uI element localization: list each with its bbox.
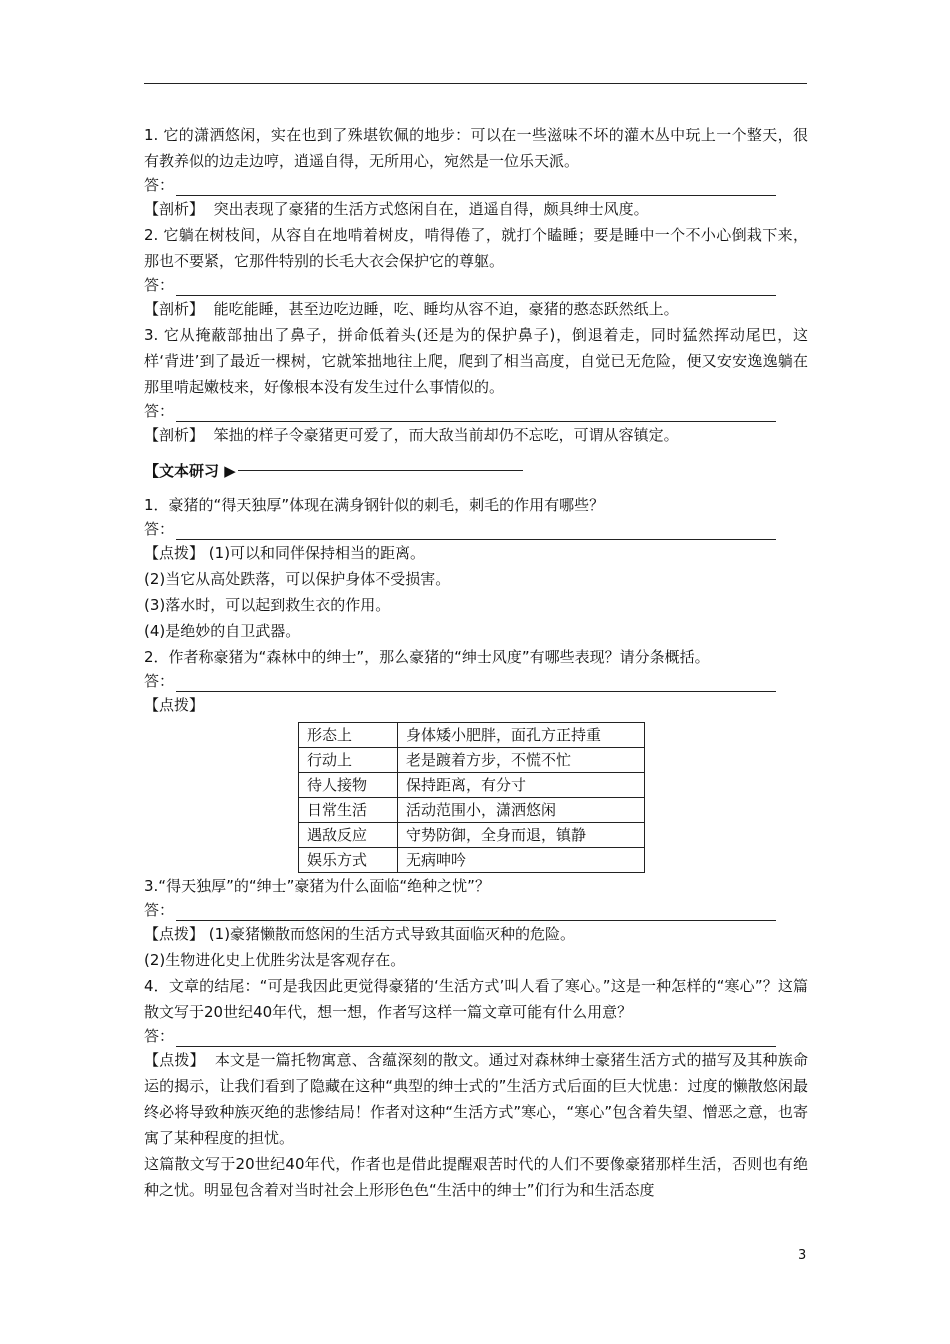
study-question-3: 3.“得天独厚”的“绅士”豪猪为什么面临“绝种之忧”？ xyxy=(144,877,490,895)
table-cell: 保持距离，有分寸 xyxy=(398,773,645,798)
hint-extra: 这篇散文写于20世纪40年代，作者也是借此提醒艰苦时代的人们不要像豪猪那样生活，否则也有绝种之忧。明显包含着对当时社会上形形色色“生活中的绅士”们行为和生活态度 xyxy=(144,1155,808,1199)
table-cell: 老是踱着方步，不慌不忙 xyxy=(398,748,645,773)
table-cell: 娱乐方式 xyxy=(299,848,398,873)
answer-line xyxy=(176,281,776,296)
question-1: 1. 它的潇洒悠闲，实在也到了殊堪钦佩的地步：可以在一些滋味不坏的灌木丛中玩上一个整天，很有教养似的边走边哼，逍遥自得，无所用心，宛然是一位乐天派。 xyxy=(144,126,808,170)
section-heading xyxy=(144,458,808,482)
answer-label: 答： xyxy=(144,520,175,538)
analysis-label: 【剖析】 xyxy=(144,300,205,318)
table-row xyxy=(299,848,645,873)
answer-label: 答： xyxy=(144,672,175,690)
answer-label: 答： xyxy=(144,276,175,294)
analysis-label: 【剖析】 xyxy=(144,426,205,444)
hint-point: (1)可以和同伴保持相当的距离。 xyxy=(208,544,426,562)
table-cell: 身体矮小肥胖，面孔方正持重 xyxy=(398,723,645,748)
hint-text: 本文是一篇托物寓意、含蕴深刻的散文。通过对森林绅士豪猪生活方式的描写及其种族命运的揭示，让我们看到了隐藏在这种“典型的绅士式的”生活方式后面的巨大忧患：过度的懒散悠闲最终必将导致种族灭绝的悲惨结局！作者对这种“生活方式”寒心，“寒心”包含着失望、憎恶之意，也寄寓了某种程度的担忧。 xyxy=(144,1051,808,1147)
answer-line xyxy=(176,906,776,921)
hint-4 xyxy=(144,1047,808,1151)
study-answer-1 xyxy=(144,518,808,540)
hint-point: (2)生物进化史上优胜劣汰是客观存在。 xyxy=(144,951,406,969)
answer-label: 答： xyxy=(144,1027,175,1045)
document-body xyxy=(144,122,808,1203)
analysis-1 xyxy=(144,196,808,222)
analysis-text: 突出表现了豪猪的生活方式悠闲自在，逍遥自得，颇具绅士风度。 xyxy=(213,200,649,218)
table-cell: 日常生活 xyxy=(299,798,398,823)
table-cell: 待人接物 xyxy=(299,773,398,798)
study-question-2: 2．作者称豪猪为“森林中的绅士”，那么豪猪的“绅士风度”有哪些表现？请分条概括。 xyxy=(144,648,710,666)
answer-3 xyxy=(144,400,808,422)
study-question-1: 1．豪猪的“得天独厚”体现在满身钢针似的刺毛，刺毛的作用有哪些？ xyxy=(144,496,605,514)
table-row xyxy=(299,773,645,798)
table-cell: 形态上 xyxy=(299,723,398,748)
hint-point: (4)是绝妙的自卫武器。 xyxy=(144,622,301,640)
hint-label: 【点拨】 xyxy=(144,544,205,562)
analysis-3 xyxy=(144,422,808,448)
gentleman-traits-table xyxy=(298,722,645,873)
study-answer-2 xyxy=(144,670,808,692)
answer-1 xyxy=(144,174,808,196)
table-row xyxy=(299,823,645,848)
section-title: 【文本研习 ▶ xyxy=(144,461,236,480)
answer-line xyxy=(176,407,776,422)
table-cell: 行动上 xyxy=(299,748,398,773)
hint-point: (2)当它从高处跌落，可以保护身体不受损害。 xyxy=(144,570,451,588)
answer-line xyxy=(176,181,776,196)
answer-2 xyxy=(144,274,808,296)
section-rule xyxy=(238,470,523,471)
study-answer-4 xyxy=(144,1025,808,1047)
hint-1 xyxy=(144,540,808,566)
hint-point: (3)落水时，可以起到救生衣的作用。 xyxy=(144,596,391,614)
hint-label: 【点拨】 xyxy=(144,1051,205,1069)
analysis-text: 能吃能睡，甚至边吃边睡，吃、睡均从容不迫，豪猪的憨态跃然纸上。 xyxy=(213,300,679,318)
answer-label: 答： xyxy=(144,176,175,194)
header-rule xyxy=(144,83,807,84)
table-row xyxy=(299,798,645,823)
study-answer-3 xyxy=(144,899,808,921)
question-3: 3. 它从掩蔽部抽出了鼻子，拼命低着头(还是为的保护鼻子)，倒退着走，同时猛然挥动尾巴，这样‘背进’到了最近一棵树，它就笨拙地往上爬，爬到了相当高度，自觉已无危险，便又安安逸逸躺在那里啃起嫩枝来，好像根本没有发生过什么事情似的。 xyxy=(144,326,808,396)
answer-line xyxy=(176,525,776,540)
analysis-2 xyxy=(144,296,808,322)
hint-point: (1)豪猪懒散而悠闲的生活方式导致其面临灭种的危险。 xyxy=(208,925,576,943)
answer-label: 答： xyxy=(144,901,175,919)
page-number: 3 xyxy=(798,1248,807,1263)
hint-label: 【点拨】 xyxy=(144,696,205,714)
table-row xyxy=(299,748,645,773)
answer-line xyxy=(176,1032,776,1047)
analysis-label: 【剖析】 xyxy=(144,200,205,218)
analysis-text: 笨拙的样子令豪猪更可爱了，而大敌当前却仍不忘吃，可谓从容镇定。 xyxy=(213,426,679,444)
table-cell: 活动范围小，潇洒悠闲 xyxy=(398,798,645,823)
study-question-4: 4．文章的结尾：“可是我因此更觉得豪猪的‘生活方式’叫人看了寒心。”这是一种怎样的“寒心”？这篇散文写于20世纪40年代，想一想，作者写这样一篇文章可能有什么用意？ xyxy=(144,977,808,1021)
table-cell: 遇敌反应 xyxy=(299,823,398,848)
question-2: 2. 它躺在树枝间，从容自在地啃着树皮，啃得倦了，就打个瞌睡；要是睡中一个不小心倒栽下来，那也不要紧，它那件特别的长毛大衣会保护它的尊躯。 xyxy=(144,226,808,270)
hint-3 xyxy=(144,921,808,947)
table-cell: 守势防御，全身而退，镇静 xyxy=(398,823,645,848)
table-cell: 无病呻吟 xyxy=(398,848,645,873)
table-row xyxy=(299,723,645,748)
answer-line xyxy=(176,677,776,692)
hint-label: 【点拨】 xyxy=(144,925,205,943)
answer-label: 答： xyxy=(144,402,175,420)
